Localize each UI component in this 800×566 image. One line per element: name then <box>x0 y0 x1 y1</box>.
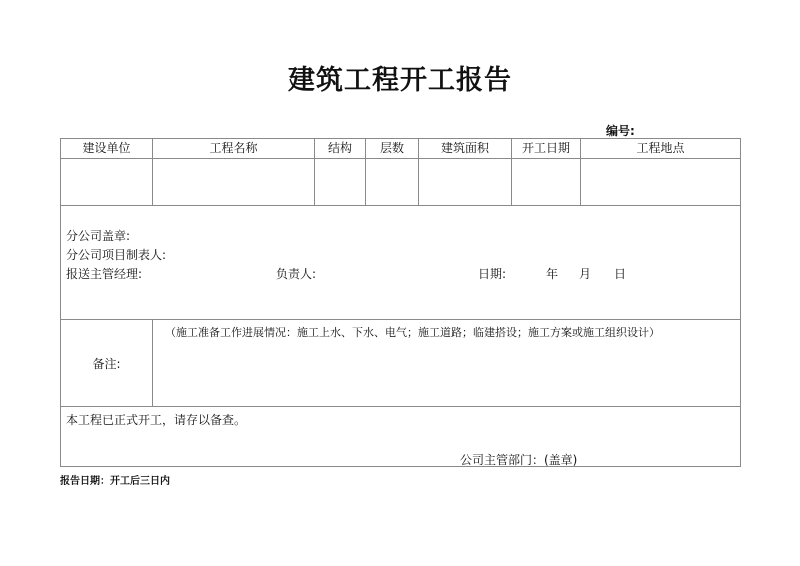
serial-number-label: 编号: <box>606 124 635 138</box>
reporting-manager-label: 报送主管经理: <box>66 267 143 281</box>
column-header: 建设单位 <box>61 139 153 159</box>
column-header: 层数 <box>366 139 419 159</box>
year-label: 年 <box>546 267 559 281</box>
notice-cell <box>61 407 741 467</box>
column-header: 建筑面积 <box>419 139 512 159</box>
data-cell-floors[interactable] <box>366 159 419 206</box>
remarks-row <box>61 320 741 407</box>
column-header: 开工日期 <box>512 139 581 159</box>
column-header: 工程地点 <box>581 139 741 159</box>
notice-row <box>61 407 741 467</box>
month-label: 月 <box>579 267 592 281</box>
report-form <box>60 138 741 467</box>
responsible-person-label: 负责人: <box>276 267 317 281</box>
data-cell-building-area[interactable] <box>419 159 512 206</box>
signature-cell <box>61 206 741 320</box>
data-cell-project-name[interactable] <box>153 159 315 206</box>
department-stamp-label: 公司主管部门：(盖章) <box>460 453 578 467</box>
column-header: 工程名称 <box>153 139 315 159</box>
remarks-label: 备注: <box>61 320 153 407</box>
data-cell-construction-unit[interactable] <box>61 159 153 206</box>
signature-row <box>61 206 741 320</box>
notice-statement: 本工程已正式开工，请存以备查。 <box>66 413 247 427</box>
data-cell-structure[interactable] <box>315 159 366 206</box>
data-cell-project-location[interactable] <box>581 159 741 206</box>
date-label: 日期: <box>478 267 507 281</box>
header-row <box>61 139 741 159</box>
day-label: 日 <box>614 267 627 281</box>
column-header: 结构 <box>315 139 366 159</box>
branch-preparer-label: 分公司项目制表人: <box>66 248 167 262</box>
remarks-text[interactable]: （施工准备工作进展情况：施工上水、下水、电气；施工道路；临建搭设；施工方案或施工组织设计） <box>153 320 741 407</box>
data-cell-start-date[interactable] <box>512 159 581 206</box>
data-row <box>61 159 741 206</box>
page-title: 建筑工程开工报告 <box>288 65 512 96</box>
branch-stamp-label: 分公司盖章: <box>66 229 131 243</box>
report-date-note: 报告日期：开工后三日内 <box>60 476 170 487</box>
